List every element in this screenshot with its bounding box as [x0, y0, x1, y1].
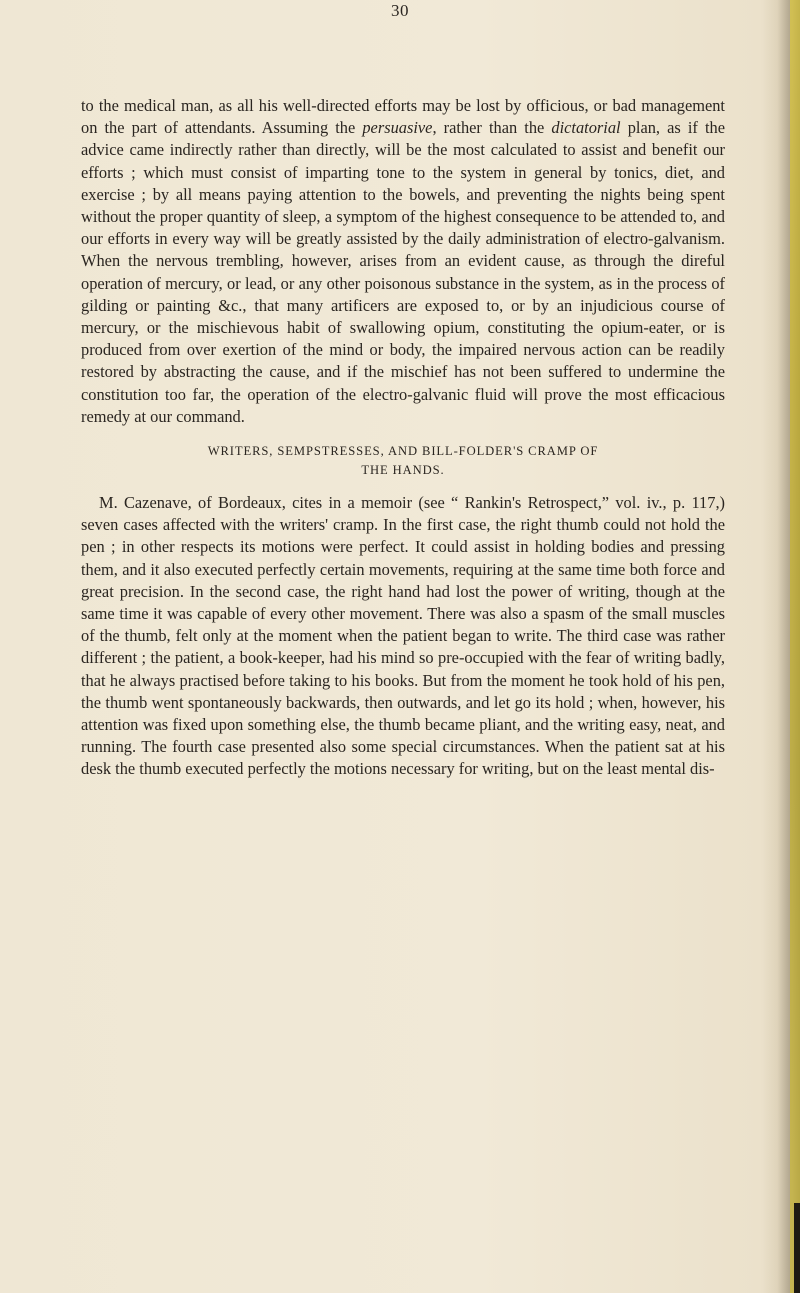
italic-persuasive: persuasive [362, 118, 433, 138]
paragraph-1 [81, 95, 725, 428]
paragraph-1-text-a: to the medical man, as all his well-directed efforts may be lost by officious, or bad management on the part of attendants. Assuming the [81, 96, 725, 138]
paragraph-2: M. Cazenave, of Bordeaux, cites in a memoir (see “ Rankin's Retrospect,” vol. iv., p. 117,) seven cases affected with the writers' cramp. In the first case, the right thumb could not hold the pen ; in other respects its motions were perfect. It could assist in holding bodies and pressing them, and it also executed perfectly certain movements, requiring at the same time both force and great precision. In the second case, the right hand had lost the power of writing, though at the same time it was capable of every other movement. There was also a spasm of the small muscles of the thumb, felt only at the moment when the patient began to write. The third case was rather different ; the patient, a book-keeper, had his mind so pre-occupied with the fear of writing badly, that he always practised before taking to his books. But from the moment he took hold of his pen, the thumb went spontaneously backwards, then outwards, and let go its hold ; when, however, his attention was fixed upon something else, the thumb became pliant, and the writing easy, neat, and running. The fourth case presented also some special circumstances. When the patient sat at his desk the thumb executed perfectly the motions necessary for writing, but on the least mental dis- [81, 493, 725, 779]
paragraph-1-text-b: , rather than the [432, 118, 552, 138]
italic-dictatorial: dictatorial [551, 118, 621, 138]
page-edge-strip [790, 0, 800, 1293]
page-edge-dark [794, 1203, 800, 1293]
text-block [81, 95, 725, 781]
paragraph-1-text-c: plan, as if the advice came indirectly rather than directly, will be the most calculated to assist and benefit our efforts ; which must consist of imparting tone to the system in general by tonics, diet, and exercise ; by all means paying attention to the bowels, and preventing the nights being spent without the proper quantity of sleep, a symptom of the highest consequence to be attended to, and our efforts in every way will be greatly assisted by the daily administration of electro-galvanism. When the nervous trembling, however, arises from an evident cause, as through the direful operation of mercury, or lead, or any other poisonous substance in the system, as in the process of gilding or painting &c., that many artificers are exposed to, or by an injudicious course of mercury, or the mischievous habit of swallowing opium, constituting the opium-eater, or is produced from over exertion of the mind or body, the impaired nervous action can be readily restored by abstracting the cause, and if the mischief has not been suffered to undermine the constitution too far, the operation of the electro-galvanic fluid will prove the most efficacious remedy at our command. [81, 118, 726, 426]
section-heading-line-2: THE HANDS. [361, 463, 445, 478]
section-heading-line-1: WRITERS, SEMPSTRESSES, AND BILL-FOLDER'S CRAMP OF [207, 444, 599, 459]
section-heading [81, 442, 725, 480]
page-number: 30 [391, 1, 409, 20]
